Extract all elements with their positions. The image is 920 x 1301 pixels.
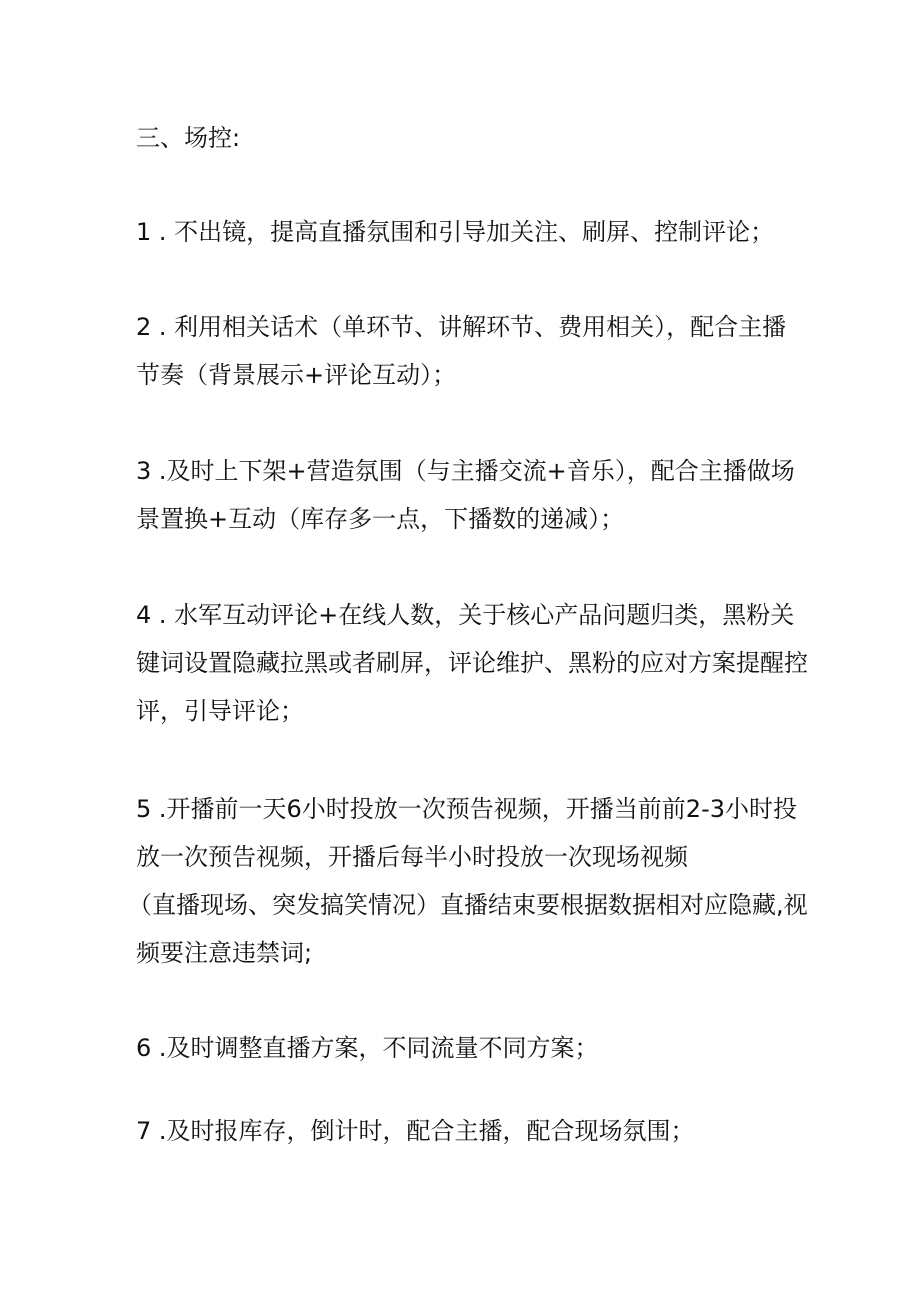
list-item-3: [136, 447, 796, 543]
list-item-line: 键词设置隐藏拉黑或者刷屏，评论维护、黑粉的应对方案提醒控: [136, 649, 808, 677]
list-item-line: 1 . 不出镜，提高直播氛围和引导加关注、刷屏、控制评论；: [136, 218, 775, 246]
list-item-6: [136, 1024, 796, 1072]
list-item-line: 评，引导评论；: [136, 697, 304, 725]
list-item-5: [128, 785, 808, 977]
list-item-line: （直播现场、突发搞笑情况）直播结束要根据数据相对应隐藏,视: [128, 891, 808, 919]
list-item-line: 7 .及时报库存，倒计时，配合主播，配合现场氛围；: [136, 1117, 695, 1145]
list-item-line: 景置换+互动（库存多一点，下播数的递减）；: [136, 505, 625, 533]
list-item-line: 节奏（背景展示+评论互动）；: [136, 361, 457, 389]
list-item-2: [136, 303, 796, 399]
list-item-line: 6 .及时调整直播方案，不同流量不同方案；: [136, 1034, 599, 1062]
list-item-7: [136, 1107, 796, 1155]
list-item-4: [136, 591, 808, 735]
list-item-line: 频要注意违禁词;: [136, 939, 313, 967]
list-item-line: 放一次预告视频，开播后每半小时投放一次现场视频: [136, 843, 688, 871]
list-item-1: [136, 208, 796, 256]
list-item-line: 3 .及时上下架+营造氛围（与主播交流+音乐），配合主播做场: [136, 457, 795, 485]
section-heading: 三、场控:: [136, 124, 241, 152]
list-item-line: 5 .开播前一天6小时投放一次预告视频，开播当前前2-3小时投: [136, 795, 797, 823]
list-item-line: 2 . 利用相关话术（单环节、讲解环节、费用相关），配合主播: [136, 313, 787, 341]
list-item-line: 4 . 水军互动评论+在线人数，关于核心产品问题归类，黑粉关: [136, 601, 795, 629]
